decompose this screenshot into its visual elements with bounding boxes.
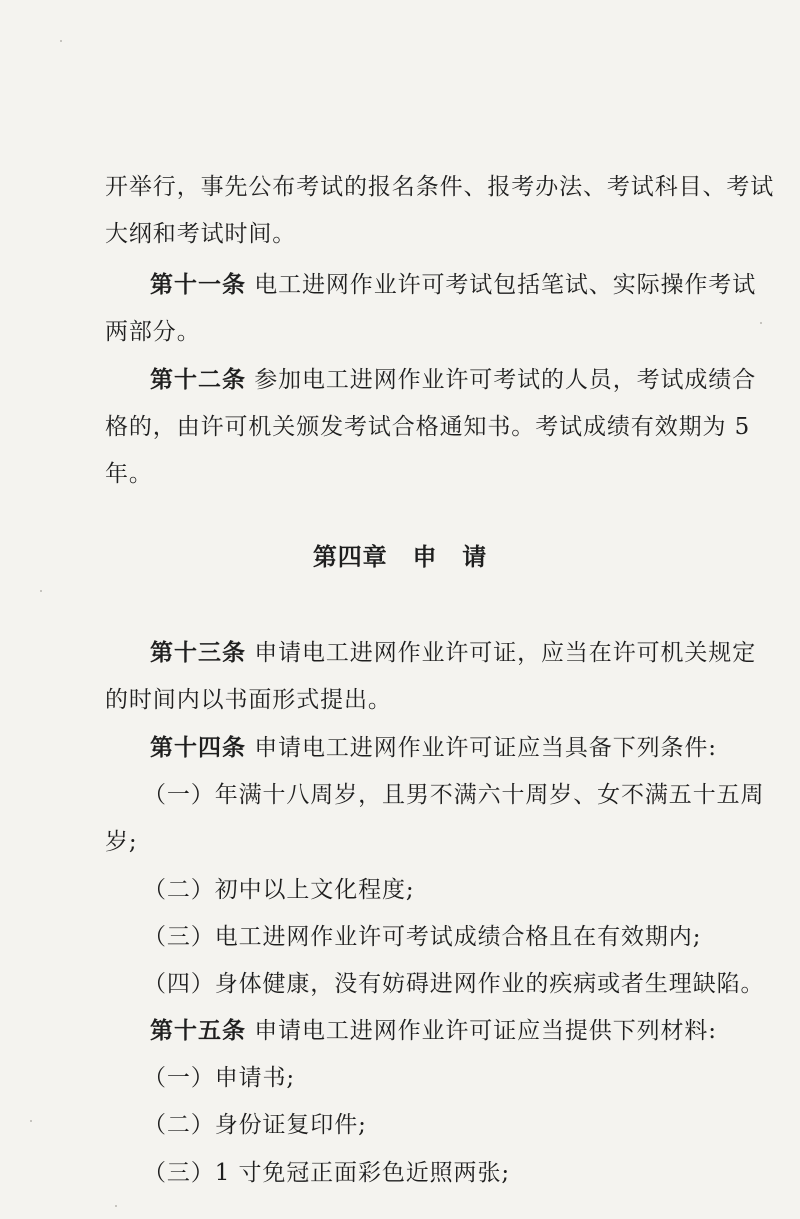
list-item-continuation: 岁; bbox=[105, 829, 138, 855]
article-text: 电工进网作业许可考试包括笔试、实际操作考试 bbox=[246, 272, 757, 298]
article-text: 参加电工进网作业许可考试的人员，考试成绩合 bbox=[246, 367, 757, 393]
paragraph-line: 年。 bbox=[105, 461, 153, 487]
article-text: 申请电工进网作业许可证应当具备下列条件: bbox=[246, 735, 717, 761]
list-item: （一）申请书; bbox=[143, 1065, 296, 1091]
article-text: 申请电工进网作业许可证，应当在许可机关规定 bbox=[246, 640, 757, 666]
chapter-heading: 第四章 申 请 bbox=[312, 542, 488, 571]
article-label: 第十三条 bbox=[150, 639, 246, 666]
scan-speck bbox=[760, 322, 762, 324]
list-item: （二）身份证复印件; bbox=[143, 1112, 367, 1138]
scan-speck bbox=[60, 40, 62, 42]
article-11-line bbox=[150, 266, 756, 299]
list-item: （一）年满十八周岁，且男不满六十周岁、女不满五十五周 bbox=[143, 782, 765, 808]
list-item: （三）电工进网作业许可考试成绩合格且在有效期内; bbox=[143, 924, 702, 950]
article-12-line bbox=[150, 361, 756, 394]
article-label: 第十五条 bbox=[150, 1017, 246, 1044]
article-15-line bbox=[150, 1012, 717, 1045]
article-label: 第十一条 bbox=[150, 271, 246, 298]
list-item: （三）1 寸免冠正面彩色近照两张; bbox=[143, 1160, 510, 1186]
article-label: 第十二条 bbox=[150, 366, 246, 393]
article-14-line bbox=[150, 729, 717, 762]
paragraph-line: 大纲和考试时间。 bbox=[105, 221, 297, 247]
article-label: 第十四条 bbox=[150, 734, 246, 761]
scan-speck bbox=[30, 1120, 32, 1122]
paragraph-line: 两部分。 bbox=[105, 319, 201, 345]
paragraph-line: 开举行，事先公布考试的报名条件、报考办法、考试科目、考试 bbox=[105, 174, 775, 200]
scan-speck bbox=[115, 1205, 117, 1207]
scan-speck bbox=[40, 590, 42, 592]
list-item: （二）初中以上文化程度; bbox=[143, 877, 415, 903]
article-13-line bbox=[150, 634, 756, 667]
article-text: 申请电工进网作业许可证应当提供下列材料: bbox=[246, 1018, 717, 1044]
paragraph-line: 格的，由许可机关颁发考试合格通知书。考试成绩有效期为 5 bbox=[105, 414, 751, 440]
list-item: （四）身体健康，没有妨碍进网作业的疾病或者生理缺陷。 bbox=[143, 971, 765, 997]
paragraph-line: 的时间内以书面形式提出。 bbox=[105, 687, 392, 713]
